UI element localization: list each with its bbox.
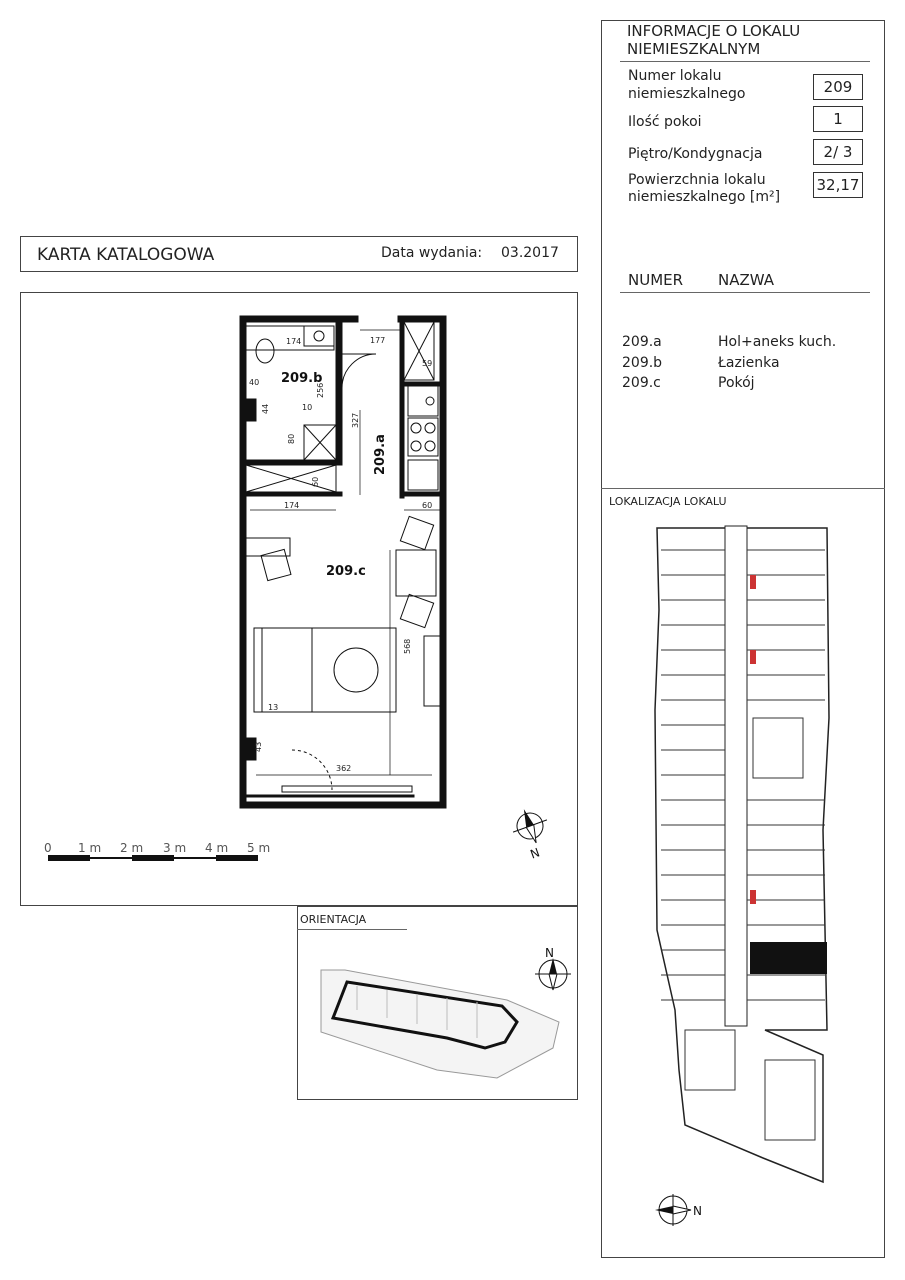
dim-label: 362 — [336, 764, 352, 773]
dim-label: 256 — [316, 382, 325, 398]
location-north-label: N — [693, 1204, 702, 1218]
scale-label: 4 m — [205, 841, 229, 855]
scale-label: 3 m — [163, 841, 187, 855]
dim-label: 568 — [403, 638, 412, 654]
room-209c-label: 209.c — [326, 564, 366, 579]
info-title-line2: NIEMIESZKALNYM — [627, 40, 761, 58]
scale-label: 2 m — [120, 841, 144, 855]
floor-value: 2/ 3 — [813, 139, 863, 165]
dim-label: 174 — [286, 337, 302, 346]
dim-label: 177 — [370, 336, 386, 345]
room-row-name: Pokój — [718, 375, 755, 391]
room-209a-label: 209.a — [373, 434, 388, 475]
scale-label: 5 m — [247, 841, 271, 855]
date-label: Data wydania: — [381, 245, 483, 261]
dim-label: 40 — [249, 378, 260, 387]
dim-label: 80 — [287, 433, 296, 444]
scale-label: 1 m — [78, 841, 102, 855]
area-value: 32,17 — [813, 172, 863, 198]
dim-label: 43 — [254, 741, 263, 752]
highlighted-unit — [750, 942, 827, 974]
scale-label: 0 — [44, 841, 52, 855]
room-row-number: 209.a — [622, 334, 662, 350]
room-row-name: Łazienka — [718, 355, 780, 371]
floor-label: Piętro/Kondygnacja — [628, 146, 763, 162]
orientation-north-label: N — [545, 946, 554, 960]
dim-label: 44 — [261, 403, 270, 414]
area-label-2: niemieszkalnego [m²] — [628, 189, 781, 205]
dim-label: 59 — [422, 359, 433, 368]
location-title: LOKALIZACJA LOKALU — [609, 495, 727, 508]
dim-label: 174 — [284, 501, 300, 510]
card-title: KARTA KATALOGOWA — [37, 245, 215, 265]
col-name-header: NAZWA — [718, 271, 775, 289]
room-row-name: Hol+aneks kuch. — [718, 334, 837, 350]
orientation-map — [297, 930, 578, 1098]
rooms-value: 1 — [813, 106, 863, 132]
room-row-number: 209.c — [622, 375, 661, 391]
scale-bar — [44, 841, 270, 861]
orientation-compass-icon — [535, 958, 571, 990]
orientation-title: ORIENTACJA — [300, 913, 367, 926]
compass-icon — [507, 803, 553, 849]
room-row-number: 209.b — [622, 355, 663, 371]
location-compass-icon — [655, 1194, 691, 1226]
room-209b-label: 209.b — [281, 371, 323, 386]
date-value: 03.2017 — [501, 245, 559, 261]
dim-label: 13 — [268, 703, 279, 712]
unit-number-value: 209 — [813, 74, 863, 100]
location-map — [605, 510, 881, 1250]
unit-number-label-2: niemieszkalnego — [628, 86, 746, 102]
dim-label: 10 — [302, 403, 313, 412]
col-number-header: NUMER — [628, 271, 684, 289]
dim-label: 327 — [351, 412, 360, 428]
dim-label: 60 — [422, 501, 433, 510]
unit-number-label-1: Numer lokalu — [628, 68, 722, 84]
rooms-label: Ilość pokoi — [628, 114, 702, 130]
dim-label: 60 — [311, 476, 320, 487]
floor-plan — [0, 0, 600, 910]
info-title-line1: INFORMACJE O LOKALU — [627, 22, 801, 40]
area-label-1: Powierzchnia lokalu — [628, 172, 766, 188]
compass-north-label: N — [528, 845, 542, 862]
